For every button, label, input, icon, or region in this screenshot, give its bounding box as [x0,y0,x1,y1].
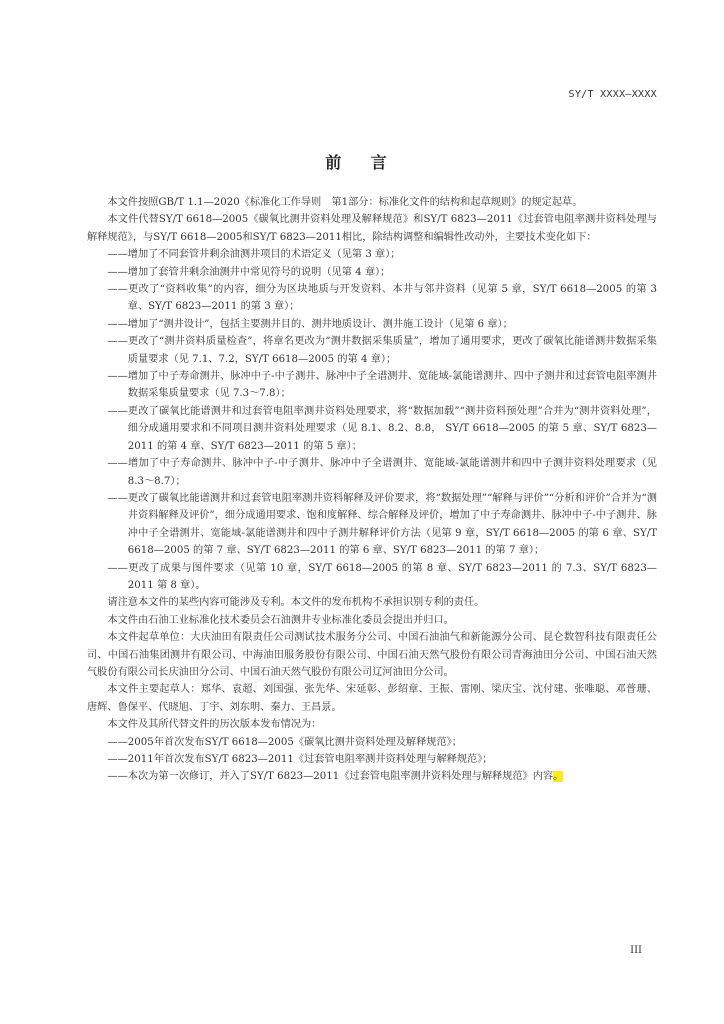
paragraph-drafters: 本文件主要起草人：郑华、袁超、刘国强、张先华、宋延彰、彭绍章、王振、雷刚、梁庆宝、沈付建、张唯聪、邓普珊、唐辉、鲁保平、代晓旭、丁宇、刘东明、秦力、王昌景。 [87,684,657,713]
paragraph-history-intro: 本文件及其所代替文件的历次版本发布情况为： [107,719,322,731]
change-item: ——增加了中子寿命测井、脉冲中子-中子测井、脉冲中子全谱测井、宽能域-氯能谱测井、四中子测井和过套管电阻率测井数据采集质量要求（见 7.3～7.8）； [107,371,657,400]
change-item: ——增加了中子寿命测井、脉冲中子-中子测井、脉冲中子全谱测井、宽能域-氯能谱测井和四中子测井资料处理要求（见 8.3～8.7）； [107,458,657,487]
history-item: ——2011年首次发布SY/T 6823—2011《过套管电阻率测井资料处理与解释规范》； [107,754,493,765]
paragraph-patent-notice: 请注意本文件的某些内容可能涉及专利。本文件的发布机构不承担识别专利的责任。 [107,597,485,609]
change-item: ——更改了碳氧比能谱测井和过套管电阻率测井资料处理要求，将“数据加载”“测井资料预处理”合并为“测井资料处理”，细分成通用要求和不同项目测井资料处理要求（见 8.1、8.2、8.8， SY/T 6618—2005 的第 5 章、SY/T 6823—2011 的第 4 章、SY/T 6823—2011 的第 5 章）； [107,405,657,452]
highlighted-period: 。 [553,771,564,783]
change-item: ——增加了“测井设计”，包括主要测井目的、测井地质设计、测井施工设计（见第 6 章）； [107,318,513,330]
document-body [87,194,657,786]
change-item: ——更改了成果与图件要求（见第 10 章，SY/T 6618—2005 的第 8 章、SY/T 6823—2011 的 7.3、SY/T 6823—2011 第 8 章）。 [107,562,657,591]
page-number: III [630,945,642,956]
paragraph-replacement: 本文件代替SY/T 6618—2005《碳氧比测井资料处理及解释规范》和SY/T 6823—2011《过套管电阻率测井资料处理与解释规范》，与SY/T 6618—2005和SY/T 6823—2011相比，除结构调整和编辑性改动外，主要技术变化如下： [87,214,657,243]
standard-code: SY/T XXXX—XXXX [568,89,657,100]
paragraph-committee: 本文件由石油工业标准化技术委员会石油测井专业标准化委员会提出并归口。 [107,614,454,626]
change-item: ——更改了碳氧比能谱测井和过套管电阻率测井资料解释及评价要求，将“数据处理”“解释与评价”“分析和评价”合并为“测井资料解释及评价”，细分成通用要求、饱和度解释、综合解释及评价，增加了中子寿命测井、脉冲中子-中子测井、脉冲中子全谱测井、宽能域-氯能谱测井和四中子测井解释评价方法（见第 9 章，SY/T 6618—2005 的第 6 章、SY/T 6618—2005 的第 7 章、SY/T 6823—2011 的第 6 章、SY/T 6823—2011 的第 7 章）； [107,492,657,557]
change-item: ——更改了“测井资料质量检查”，将章名更改为“测井数据采集质量”，增加了通用要求，更改了碳氧比能谱测井数据采集质量要求（见 7.1、7.2，SY/T 6618—2005 的第 4 章）； [107,336,657,365]
change-item: ——增加了不同套管井剩余油测井项目的术语定义（见第 3 章）； [107,249,401,261]
change-item: ——更改了“资料收集”的内容，细分为区块地质与开发资料、本井与邻井资料（见第 5 章，SY/T 6618—2005 的第 3 章、SY/T 6823—2011 的第 3 章）； [107,284,657,313]
history-item: ——2005年首次发布SY/T 6618—2005《碳氧比测井资料处理及解释规范》； [107,736,462,748]
paragraph-drafting-units: 本文件起草单位：大庆油田有限责任公司测试技术服务分公司、中国石油油气和新能源分公司、昆仑数智科技有限责任公司、中国石油集团测井有限公司、中海油田服务股份有限公司、中国石油天然气股份有限公司青海油田分公司、中国石油天然气股份有限公司长庆油田分公司、中国石油天然气股份有限公司辽河油田分公司。 [87,632,657,678]
change-item: ——增加了套管井剩余油测井中常见符号的说明（见第 4 章）； [107,266,391,278]
history-current-text: ——本次为第一次修订，并入了SY/T 6823—2011《过套管电阻率测井资料处理与解释规范》内容 [107,771,554,783]
page-title: 前 言 [325,153,399,172]
paragraph-drafting-rules: 本文件按照GB/T 1.1—2020《标准化工作导则 第1部分：标准化文件的结构和起草规则》的规定起草。 [107,197,583,208]
history-item-current [107,768,657,785]
